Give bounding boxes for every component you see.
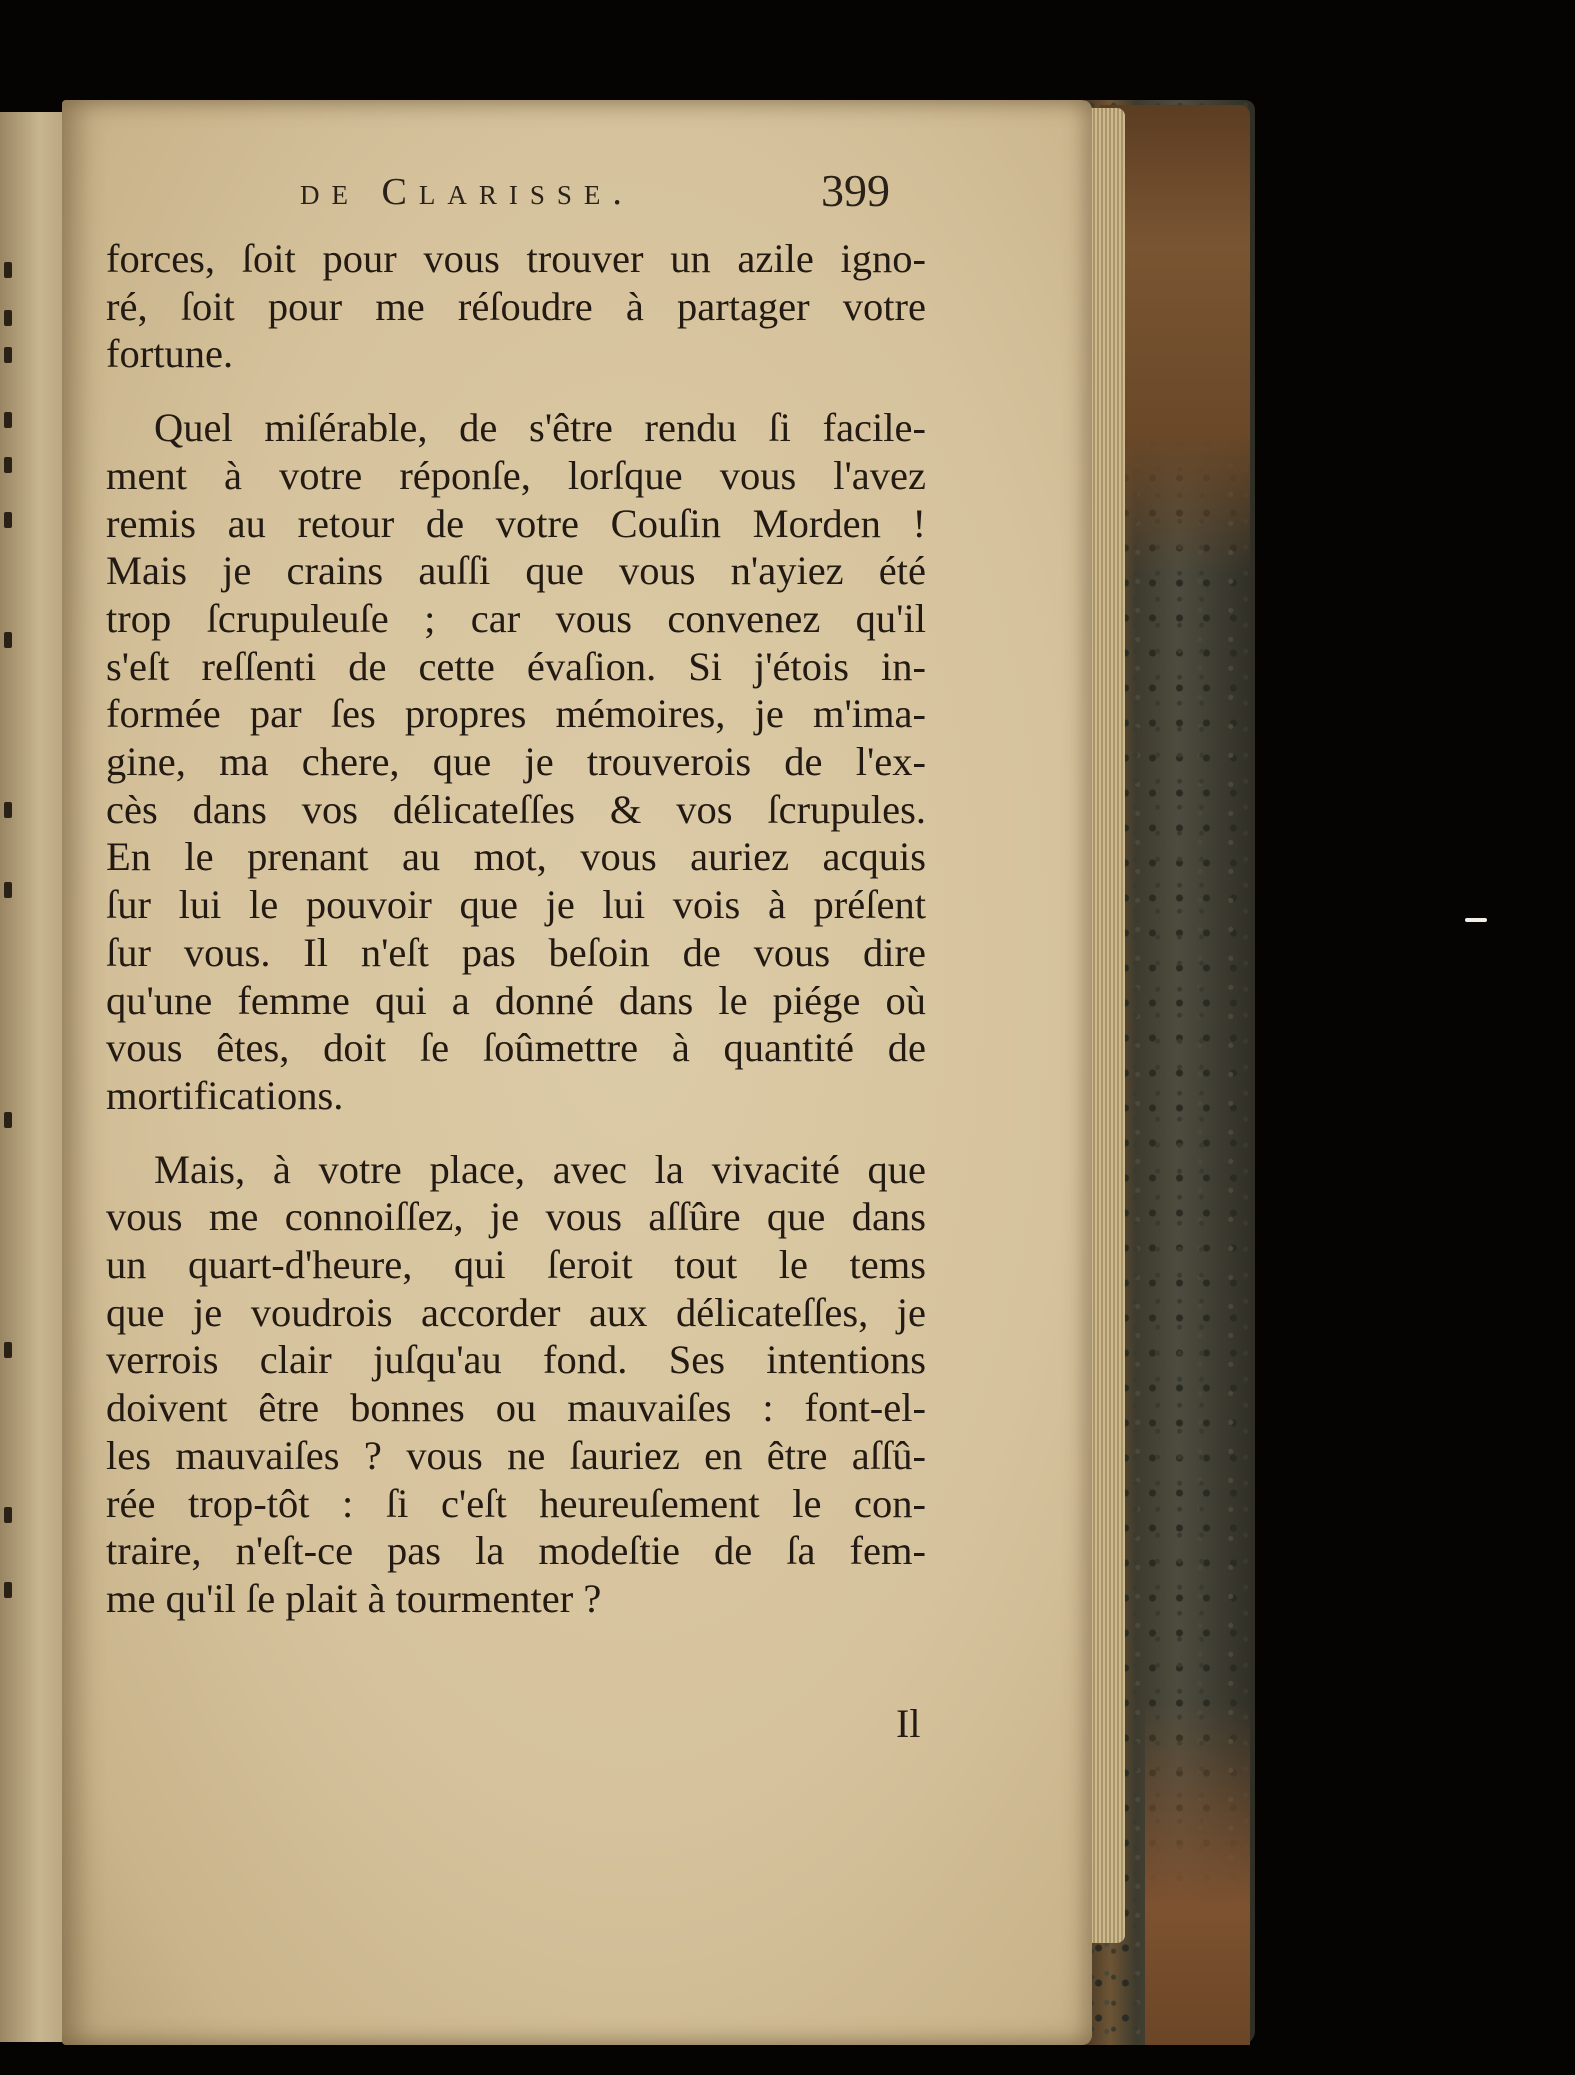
text-line: ſur lui le pouvoir que je lui vois à préſent	[106, 882, 926, 928]
text-line: verrois clair juſqu'au fond. Ses intentions	[106, 1337, 926, 1383]
facing-page-text-fragments	[4, 112, 18, 2042]
paragraph-1	[106, 235, 926, 378]
text-line: fortune.	[106, 331, 234, 377]
text-line: trop ſcrupuleuſe ; car vous convenez qu'il	[106, 595, 926, 641]
text-line: En le prenant au mot, vous auriez acquis	[106, 834, 926, 880]
dust-speck	[1465, 918, 1487, 922]
text-line: les mauvaiſes ? vous ne ſauriez en être aſſû-	[106, 1432, 926, 1478]
text-line: que je voudrois accorder aux délicateſſes, je	[106, 1289, 926, 1335]
page-number: 399	[821, 165, 890, 216]
text-line: traire, n'eſt-ce pas la modeſtie de ſa fem-	[106, 1528, 926, 1574]
body-text	[106, 235, 926, 1623]
text-line: me qu'il ſe plait à tourmenter ?	[106, 1575, 602, 1621]
paragraph-2	[106, 404, 926, 1120]
text-line: ment à votre réponſe, lorſque vous l'avez	[106, 452, 926, 498]
running-head-title: de Clarisse.	[300, 171, 634, 213]
text-line: remis au retour de votre Couſin Morden !	[106, 500, 926, 546]
cover-leather-corner-bottom	[1145, 1700, 1250, 2045]
running-head	[300, 165, 900, 230]
text-line: vous êtes, doit ſe ſoûmettre à quantité de	[106, 1025, 926, 1071]
text-line: doivent être bonnes ou mauvaiſes : font-el-	[106, 1385, 926, 1431]
text-line: qu'une femme qui a donné dans le piége où	[106, 977, 926, 1023]
text-line: gine, ma chere, que je trouverois de l'ex-	[106, 739, 926, 785]
text-line: vous me connoiſſez, je vous aſſûre que dans	[106, 1194, 926, 1240]
text-line: ſur vous. Il n'eſt pas beſoin de vous dire	[106, 929, 926, 975]
text-line: Quel miſérable, de s'être rendu ſi facile-	[154, 405, 926, 451]
text-line: forces, ſoit pour vous trouver un azile igno-	[106, 236, 926, 281]
text-line: s'eſt reſſenti de cette évaſion. Si j'étois in-	[106, 643, 926, 689]
text-line: un quart-d'heure, qui ſeroit tout le tems	[106, 1242, 926, 1288]
text-line: Mais, à votre place, avec la vivacité que	[154, 1146, 926, 1192]
text-line: mortifications.	[106, 1072, 344, 1118]
catchword: Il	[896, 1701, 921, 1746]
text-line: cès dans vos délicateſſes & vos ſcrupules.	[106, 786, 926, 832]
text-line: ré, ſoit pour me réſoudre à partager votre	[106, 283, 926, 329]
text-line: formée par ſes propres mémoires, je m'ima-	[106, 691, 926, 737]
paragraph-3	[106, 1146, 926, 1623]
text-line: Mais je crains auſſi que vous n'ayiez été	[106, 548, 926, 594]
text-line: rée trop-tôt : ſi c'eſt heureuſement le con-	[106, 1480, 926, 1526]
